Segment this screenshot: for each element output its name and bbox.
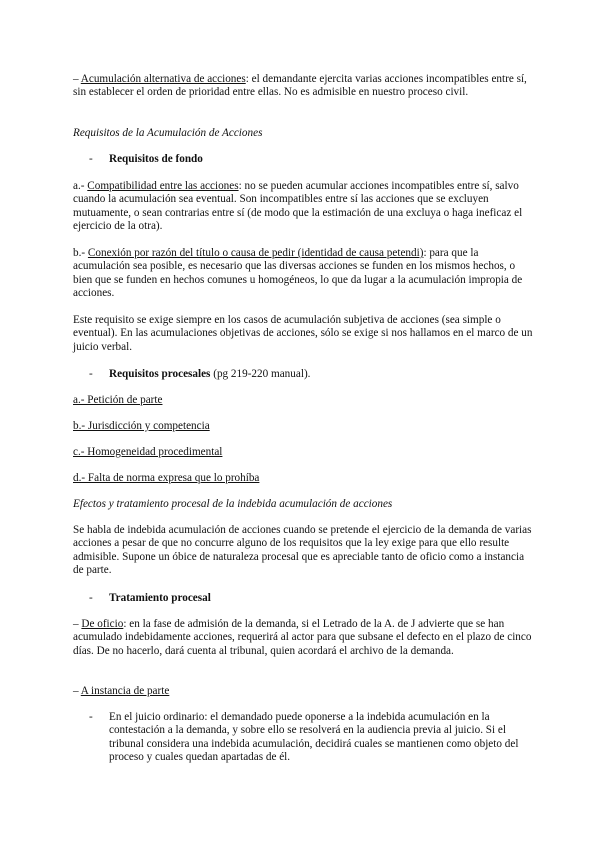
term-acumulacion-alternativa: Acumulación alternativa de acciones bbox=[80, 73, 246, 85]
paragraph-requisito-subjetiva: Este requisito se exige siempre en los casos de acumulación subjetiva de acciones (sea simple o eventual). En las acumulaciones objetivas de acciones, sólo se exige si nos hallamos en el marco de un juicio verbal. bbox=[73, 314, 533, 353]
paragraph-compatibilidad: a.- Compatibilidad entre las acciones: no se pueden acumular acciones incompatibles entre sí, salvo cuando la acumulación sea eventual. Son incompatibles entre sí las acciones que se excluyen mutuamente, o sean contrarias entre sí (de modo que la estimación de una excluya o haga ineficaz el ejercicio de la otra). bbox=[73, 180, 523, 233]
heading-requisitos: Requisitos de la Acumulación de Acciones bbox=[73, 127, 263, 139]
paragraph-a-instancia-parte: – A instancia de parte bbox=[73, 685, 170, 697]
paragraph-de-oficio: – De oficio: en la fase de admisión de la demanda, si el Letrado de la A. de J advierte que se han acumulado indebidamente acciones, requerirá al actor para que subsane el defecto en el plazo de cinco días. De no hacerlo, dará cuenta al tribunal, quien acordará el archivo de la demanda. bbox=[73, 618, 532, 657]
term-compatibilidad: Compatibilidad entre las acciones bbox=[87, 180, 239, 192]
paragraph-acumulacion-alternativa: – Acumulación alternativa de acciones: el demandante ejercita varias acciones incompatibles entre sí, sin establecer el orden de prioridad entre ellas. No es admisible en nuestro proceso civil. bbox=[73, 73, 527, 99]
paragraph-conexion: b.- Conexión por razón del título o causa de pedir (identidad de causa petendi): para que la acumulación sea posible, es necesario que las diversas acciones se funden en los mismos hechos, o bien que se funden en hechos comunes u homogéneos, lo que da lugar a la acumulación impropia de acciones. bbox=[73, 247, 523, 300]
bullet-tratamiento-procesal: - Tratamiento procesal bbox=[89, 592, 211, 604]
term-de-oficio: De oficio bbox=[81, 618, 124, 630]
list-item-peticion-parte: a.- Petición de parte bbox=[73, 394, 163, 406]
list-item-juicio-ordinario: - En el juicio ordinario: el demandado puede oponerse a la indebida acumulación en la contestación a la demanda, y sobre ello se resolverá en la audiencia previa al juicio. Si el tribunal considera una indebida acumulación, decidirá cuales se mantienen como objeto del proceso y cuales quedan apartadas de él. bbox=[89, 711, 519, 764]
list-item-homogeneidad: c.- Homogeneidad procedimental bbox=[73, 446, 223, 458]
bullet-requisitos-fondo: - Requisitos de fondo bbox=[89, 153, 203, 165]
term-conexion: Conexión por razón del título o causa de pedir (identidad de causa petendi) bbox=[87, 247, 424, 259]
paragraph-indebida-acumulacion: Se habla de indebida acumulación de acciones cuando se pretende el ejercicio de la demanda de varias acciones a pesar de que no concurre alguno de los requisitos que la ley exige para que ello resulte admisible. Supone un óbice de naturaleza procesal que es apreciable tanto de oficio como a instancia de parte. bbox=[73, 524, 532, 577]
list-item-falta-norma: d.- Falta de norma expresa que lo prohíba bbox=[73, 472, 260, 484]
heading-efectos: Efectos y tratamiento procesal de la indebida acumulación de acciones bbox=[73, 498, 393, 510]
term-a-instancia-parte: A instancia de parte bbox=[80, 685, 170, 697]
list-item-jurisdiccion: b.- Jurisdicción y competencia bbox=[73, 420, 210, 432]
bullet-requisitos-procesales: - Requisitos procesales (pg 219-220 manual). bbox=[89, 368, 311, 380]
